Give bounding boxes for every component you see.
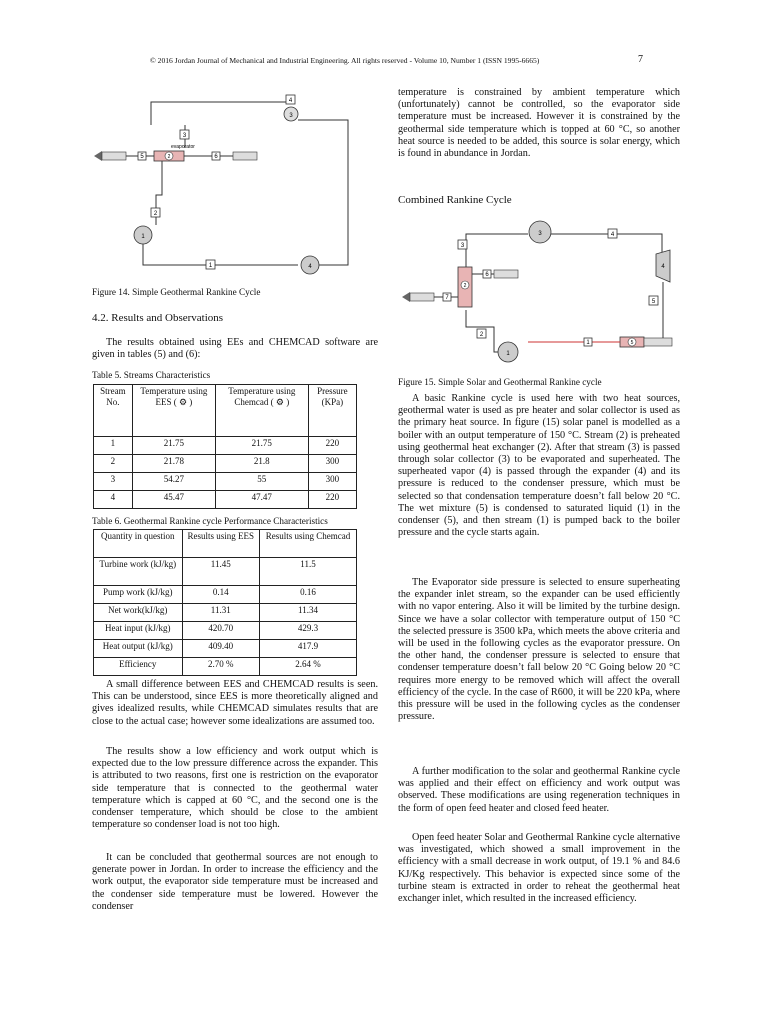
- t6-cell: 2.64 %: [260, 658, 357, 676]
- page-number: 7: [638, 54, 643, 65]
- table-row: [94, 622, 357, 640]
- t6-cell: 2.70 %: [182, 658, 260, 676]
- figure-15-caption: Figure 15. Simple Solar and Geothermal Rankine cycle: [398, 377, 602, 387]
- fig14-comp-label-3: 3: [289, 113, 293, 119]
- fig15-comp-label-3: 3: [538, 231, 542, 237]
- t6-cell: 11.5: [260, 558, 357, 586]
- figure-15-svg: [398, 212, 688, 372]
- fig15-comp-label-4: 4: [661, 264, 665, 270]
- paragraph-conclusion: It can be concluded that geothermal sources are not enough to generate power in Jordan. In order to increase the efficiency and the work output, the evaporator side temperature must be increased and the condenser side temperature must be lowered. However the condenser: [92, 852, 378, 912]
- fig14-comp-label-4: 4: [308, 264, 312, 270]
- figure-15-diagram: [398, 212, 688, 372]
- fig15-stream-label-5: 5: [651, 299, 656, 305]
- fig14-stream-label-6: 6: [214, 154, 218, 160]
- fig15-outlet-arrow: [402, 292, 410, 302]
- fig15-stream-label-2: 2: [479, 332, 484, 338]
- fig15-stream-label-4: 4: [610, 232, 615, 238]
- t6-cell: Turbine work (kJ/kg): [94, 558, 183, 586]
- t5-header: Temperature using EES ( ⚙ ): [132, 385, 215, 437]
- table-row: [94, 437, 357, 455]
- t5-header: Stream No.: [94, 385, 133, 437]
- t5-cell: 2: [94, 455, 133, 473]
- t6-header: Results using Chemcad: [260, 530, 357, 558]
- t5-cell: 1: [94, 437, 133, 455]
- t5-cell: 3: [94, 473, 133, 491]
- paragraph-differences: A small difference between EES and CHEMCAD results is seen. This can be understood, since EES is more theoretically aligned and gives idealized results, while CHEMCAD simulates results that are close to the actual case; however some idealizations are assumed too.: [92, 679, 378, 727]
- t6-header: Results using EES: [182, 530, 260, 558]
- t5-header: Pressure (KPa): [308, 385, 356, 437]
- t5-cell: 21.78: [132, 455, 215, 473]
- fig15-comp-label-2: 2: [463, 283, 467, 289]
- t5-cell: 300: [308, 473, 356, 491]
- fig14-stream-label-1: 1: [208, 263, 213, 269]
- t6-header: Quantity in question: [94, 530, 183, 558]
- table-row: [94, 640, 357, 658]
- t6-cell: 420.70: [182, 622, 260, 640]
- t6-cell: 11.45: [182, 558, 260, 586]
- t5-cell: 21.75: [132, 437, 215, 455]
- t5-header: Temperature using Chemcad ( ⚙ ): [215, 385, 308, 437]
- table-row: [94, 473, 357, 491]
- paragraph-evaporator-pressure: The Evaporator side pressure is selected to ensure superheating the expander inlet stream, so the expander can be used efficiently with no vapor entering. Also it will be limited by the turbine design. Since we have a solar collector with temperature output of 150 °C the selected pressure is 3500 kPa, which meets the above criteria and will be used in the following cycles as the evaporator pressure. On the other hand, the condenser pressure is selected to ensure that condenser temperature doesn’t fall below 20 °C Going below 20 °C requires more energy to be removed which will affect the overall efficiency of the cycle. In the case of R600, it will be 220 kPa, where this pressure will be used in the following cycles as the condenser pressure.: [398, 577, 680, 723]
- figure-14-diagram: [88, 90, 378, 285]
- t6-cell: 417.9: [260, 640, 357, 658]
- paragraph-further-modification: A further modification to the solar and geothermal Rankine cycle was applied and their effect on efficiency and work output was observed. These modifications are using regeneration techniques in the form of open feed heater and closed feed heater.: [398, 766, 680, 814]
- fig15-stream-label-3: 3: [460, 243, 465, 249]
- t6-cell: 0.14: [182, 586, 260, 604]
- table-row: [94, 558, 357, 586]
- figure-14-svg: [88, 90, 378, 285]
- t5-cell: 47.47: [215, 491, 308, 509]
- fig15-comp-label-1: 1: [506, 351, 510, 357]
- table-row: [94, 658, 357, 676]
- table-5: [93, 384, 357, 509]
- t5-cell: 45.47: [132, 491, 215, 509]
- t6-cell: 11.34: [260, 604, 357, 622]
- journal-line: © 2016 Jordan Journal of Mechanical and Industrial Engineering. All rights reserved - Volume 10, Number 1 (ISSN 1995-6665): [150, 56, 540, 65]
- fig14-evaporator-label: evaporator: [171, 144, 195, 150]
- section-heading-results: 4.2. Results and Observations: [92, 312, 224, 324]
- fig14-comp-label-2: 2: [167, 154, 171, 160]
- t6-cell: 0.16: [260, 586, 357, 604]
- t6-cell: 11.31: [182, 604, 260, 622]
- table-6-caption: Table 6. Geothermal Rankine cycle Performance Characteristics: [92, 516, 328, 526]
- section-heading-combined: Combined Rankine Cycle: [398, 194, 512, 206]
- table-row: [94, 491, 357, 509]
- t6-cell: 429.3: [260, 622, 357, 640]
- results-intro: The results obtained using EEs and CHEMCAD software are given in tables (5) and (6):: [92, 337, 378, 361]
- t6-cell: Net work(kJ/kg): [94, 604, 183, 622]
- t5-cell: 300: [308, 455, 356, 473]
- paragraph-continued: temperature is constrained by ambient temperature which (unfortunately) cannot be controlled, so the evaporator side temperature must be increased. However it is constrained by the geothermal side temperature which is topped at 60 °C, so another heat source is needed to be added, this source is solar energy, which is found in abundance in Jordan.: [398, 87, 680, 160]
- t5-cell: 220: [308, 437, 356, 455]
- t5-cell: 220: [308, 491, 356, 509]
- figure-14-caption: Figure 14. Simple Geothermal Rankine Cycle: [92, 287, 261, 297]
- fig14-stream-label-2: 2: [153, 211, 158, 217]
- table-6: [93, 529, 357, 676]
- fig15-stream-label-7: 7: [445, 295, 449, 301]
- t5-cell: 54.27: [132, 473, 215, 491]
- fig14-stream-label-5: 5: [140, 154, 144, 160]
- running-header: [150, 56, 670, 65]
- t5-cell: 21.8: [215, 455, 308, 473]
- t5-cell: 21.75: [215, 437, 308, 455]
- t6-cell: Efficiency: [94, 658, 183, 676]
- table-5-caption: Table 5. Streams Characteristics: [92, 370, 211, 380]
- t5-cell: 55: [215, 473, 308, 491]
- t6-cell: Heat output (kJ/kg): [94, 640, 183, 658]
- t6-cell: Heat input (kJ/kg): [94, 622, 183, 640]
- paragraph-low-efficiency: The results show a low efficiency and work output which is expected due to the low pressure difference across the expander. This is attributed to two reasons, first one is restriction on the evaporator side temperature that is connected to the geothermal water temperature which is capped at 60 °C, and the second one is the condenser temperature, which should be close to the ambient temperature so condenser load is not too high.: [92, 746, 378, 831]
- t6-cell: 409.40: [182, 640, 260, 658]
- fig15-stream-label-1: 1: [586, 340, 590, 346]
- table-row: [94, 604, 357, 622]
- fig15-comp-label-5: 5: [630, 340, 634, 346]
- fig14-stream-label-3: 3: [182, 133, 187, 139]
- fig14-comp-label-1: 1: [141, 234, 145, 240]
- t6-cell: Pump work (kJ/kg): [94, 586, 183, 604]
- fig15-stream-label-6: 6: [485, 272, 489, 278]
- fig14-outlet-arrow: [94, 151, 102, 161]
- paragraph-open-feed-heater: Open feed heater Solar and Geothermal Rankine cycle alternative was investigated, which showed a small improvement in the efficiency with a small decrease in work output, of 19.1 % and 84.6 KJ/Kg respectively. This behavior is expected since some of the turbine steam is extracted in order to reheat the geothermal heat exchanger inlet, which resulted in the increased efficiency.: [398, 832, 680, 905]
- fig14-stream-label-4: 4: [288, 98, 293, 104]
- table-row: [94, 455, 357, 473]
- table-row: [94, 586, 357, 604]
- paragraph-basic-rankine: A basic Rankine cycle is used here with two heat sources, geothermal water is used as pre heater and solar collector is used as the primary heat source. In figure (15) solar panel is modelled as a boiler with an output temperature of 150 °C. Stream (2) is preheated using geothermal heat exchanger (2). After that stream (3) is passed through solar collector (3) to be evaporated and superheated. The superheated vapor (4) is passed through the expander (4) and its pressure is reduced to the condenser pressure, which must be selected so that condensation temperature doesn’t fall below 20 °C. The wet mixture (5) is condensed to saturated liquid (1) in the condenser (5), and then stream (1) is pumped back to the boiler pressure and the cycle starts again.: [398, 393, 680, 539]
- t5-cell: 4: [94, 491, 133, 509]
